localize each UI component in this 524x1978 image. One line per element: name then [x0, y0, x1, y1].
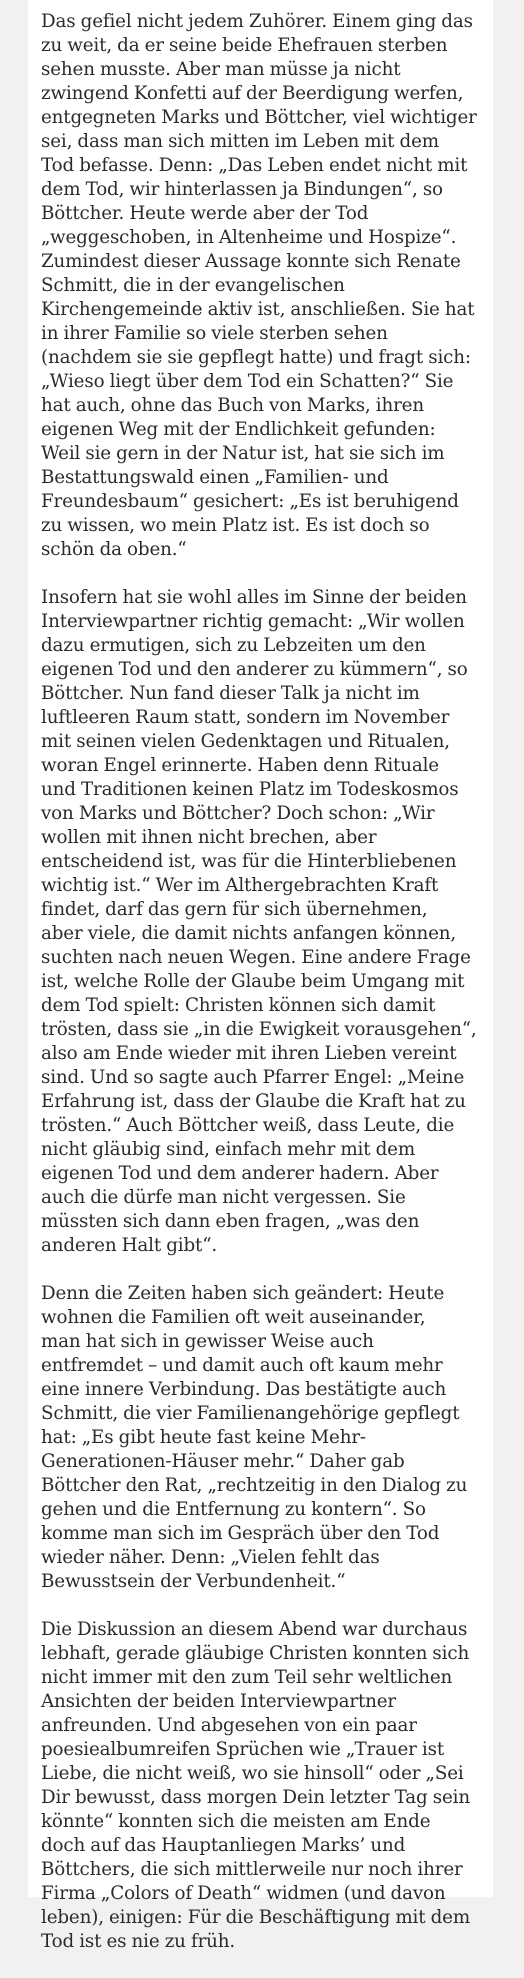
- article-paragraph-1: Das gefiel nicht jedem Zuhörer. Einem ging das zu weit, da er seine beide Ehefrauen sterben sehen musste. Aber man müsse ja nicht zwingend Konfetti auf der Beerdigung werfen, entgegneten Marks und Böttcher, viel wichtiger sei, dass man sich mitten im Leben mit dem Tod befasse. Denn: „Das Leben endet nicht mit dem Tod, wir hinterlassen ja Bindungen“, so Böttcher. Heute werde aber der Tod „weggeschoben, in Altenheime und Hospize“. Zumindest dieser Aussage konnte sich Renate Schmitt, die in der evangelischen Kirchengemeinde aktiv ist, anschließen. Sie hat in ihrer Familie so viele sterben sehen (nachdem sie sie gepflegt hatte) und fragt sich: „Wieso liegt über dem Tod ein Schatten?“ Sie hat auch, ohne das Buch von Marks, ihren eigenen Weg mit der Endlichkeit gefunden: Weil sie gern in der Natur ist, hat sie sich im Bestattungswald einen „Familien- und Freundesbaum“ gesichert: „Es ist beruhigend zu wissen, wo mein Platz ist. Es ist doch so schön da oben.“: [41, 11, 477, 560]
- article-card: [28, 0, 493, 1952]
- article-paragraph-3: Denn die Zeiten haben sich geändert: Heute wohnen die Familien oft weit auseinander, man hat sich in gewisser Weise auch entfremdet – und damit auch oft kaum mehr eine innere Verbindung. Das bestätigte auch Schmitt, die vier Familienangehörige gepflegt hat: „Es gibt heute fast keine Mehr- Generationen-Häuser mehr.“ Daher gab Böttcher den Rat, „rechtzeitig in den Dialog zu gehen und die Entfernung zu kontern“. So komme man sich im Gespräch über den Tod wieder näher. Denn: „Vielen fehlt das Bewusstsein der Verbundenheit.“: [41, 1283, 468, 1592]
- article-paragraph-2: Insofern hat sie wohl alles im Sinne der beiden Interviewpartner richtig gemacht: „Wir wollen dazu ermutigen, sich zu Lebzeiten um den eigenen Tod und den anderer zu kümmern“, so Böttcher. Nun fand dieser Talk ja nicht im luftleeren Raum statt, sondern im November mit seinen vielen Gedenktagen und Ritualen, woran Engel erinnerte. Haben denn Rituale und Traditionen keinen Platz im Todeskosmos von Marks und Böttcher? Doch schon: „Wir wollen mit ihnen nicht brechen, aber entscheidend ist, was für die Hinterbliebenen wichtig ist.“ Wer im Althergebrachten Kraft findet, darf das gern für sich übernehmen, aber viele, die damit nichts anfangen können, suchten nach neuen Wegen. Eine andere Frage ist, welche Rolle der Glaube beim Umgang mit dem Tod spielt: Christen können sich damit trösten, dass sie „in die Ewigkeit vorausgehen“, also am Ende wieder mit ihren Lieben vereint sind. Und so sagte auch Pfarrer Engel: „Meine Erfahrung ist, dass der Glaube die Kraft hat zu trösten.“ Auch Böttcher weiß, dass Leute, die nicht gläubig sind, einfach mehr mit dem eigenen Tod und dem anderer hadern. Aber auch die dürfe man nicht vergessen. Sie müssten sich dann eben fragen, „was den anderen Halt gibt“.: [41, 587, 477, 1256]
- article-paragraph-4: Die Diskussion an diesem Abend war durchaus lebhaft, gerade gläubige Christen konnten sich nicht immer mit den zum Teil sehr weltlichen Ansichten der beiden Interviewpartner anfreunden. Und abgesehen von ein paar poesiealbumreifen Sprüchen wie „Trauer ist Liebe, die nicht weiß, wo sie hinsoll“ oder „Sei Dir bewusst, dass morgen Dein letzter Tag sein könnte“ konnten sich die meisten am Ende doch auf das Hauptanliegen Marks’ und Böttchers, die sich mittlerweile nur noch ihrer Firma „Colors of Death“ widmen (und davon leben), einigen: Für die Beschäftigung mit dem Tod ist es nie zu früh.: [41, 1619, 471, 1952]
- article-body: [41, 10, 481, 1978]
